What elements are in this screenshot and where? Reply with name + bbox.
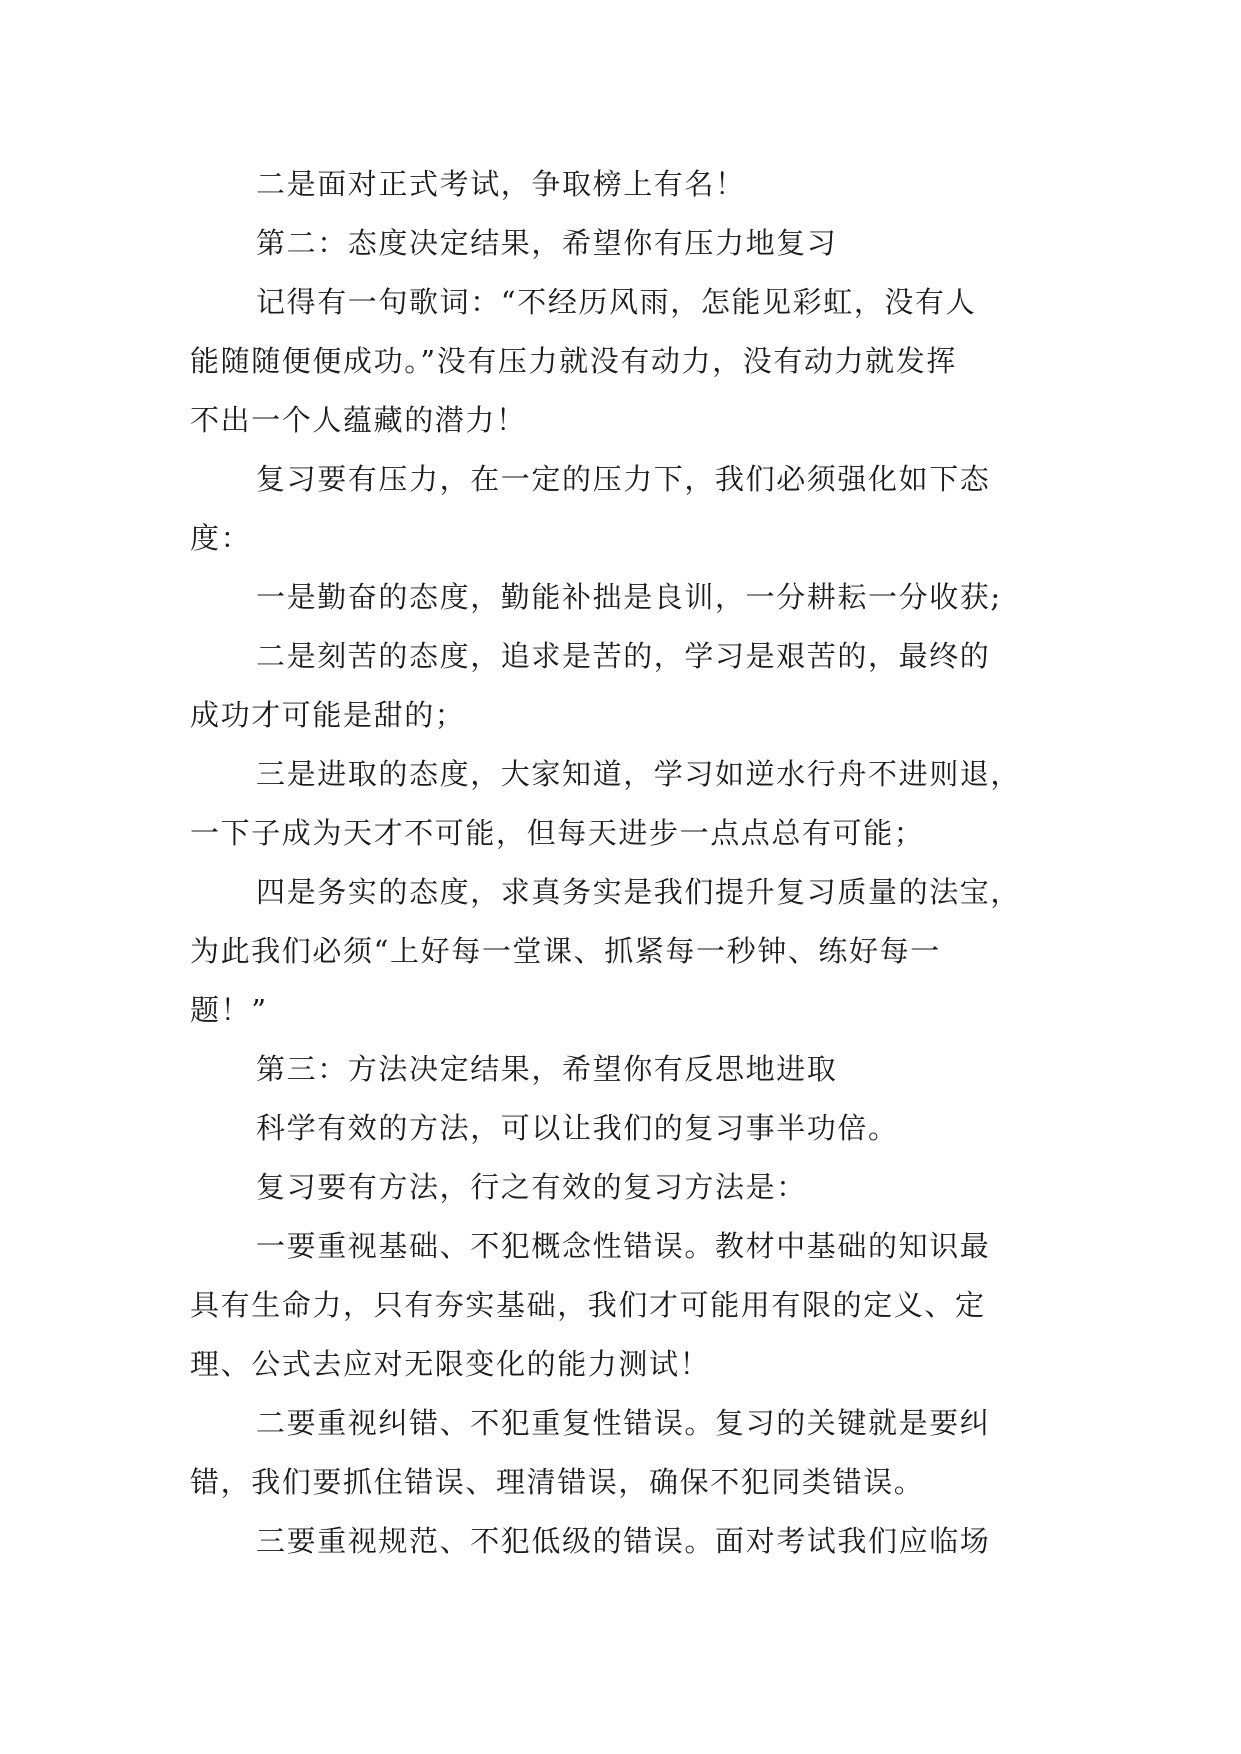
- paragraph-line: 复习要有压力，在一定的压力下，我们必须强化如下态: [256, 462, 991, 496]
- paragraph-line: 二要重视纠错、不犯重复性错误。复习的关键就是要纠: [256, 1406, 991, 1440]
- paragraph-line: 科学有效的方法，可以让我们的复习事半功倍。: [256, 1111, 899, 1145]
- paragraph-line: 错，我们要抓住错误、理清错误，确保不犯同类错误。: [190, 1465, 925, 1499]
- paragraph-line: 一下子成为天才不可能，但每天进步一点点总有可能；: [190, 816, 925, 850]
- paragraph-line: 复习要有方法，行之有效的复习方法是：: [256, 1170, 807, 1204]
- paragraph-line: 二是面对正式考试，争取榜上有名！: [256, 167, 746, 201]
- paragraph-line: 三要重视规范、不犯低级的错误。面对考试我们应临场: [256, 1524, 991, 1558]
- paragraph-line: 二是刻苦的态度，追求是苦的，学习是艰苦的，最终的: [256, 639, 991, 673]
- section-heading: 第二：态度决定结果，希望你有压力地复习: [256, 226, 838, 260]
- paragraph-line: 不出一个人蕴藏的潜力！: [190, 403, 527, 437]
- paragraph-line: 题！”: [190, 993, 268, 1027]
- body-text: [190, 155, 1050, 1571]
- paragraph-line: 能随随便便成功。”没有压力就没有动力，没有动力就发挥: [190, 344, 957, 378]
- section-heading: 第三：方法决定结果，希望你有反思地进取: [256, 1052, 838, 1086]
- paragraph-line: 记得有一句歌词：“不经历风雨，怎能见彩虹，没有人: [256, 285, 977, 319]
- paragraph-line: 具有生命力，只有夯实基础，我们才可能用有限的定义、定: [190, 1288, 986, 1322]
- paragraph-line: 一要重视基础、不犯概念性错误。教材中基础的知识最: [256, 1229, 991, 1263]
- paragraph-line: 为此我们必须“上好每一堂课、抓紧每一秒钟、练好每一: [190, 934, 941, 968]
- paragraph-line: 一是勤奋的态度，勤能补拙是良训，一分耕耘一分收获;: [256, 580, 1002, 614]
- paragraph-line: 理、公式去应对无限变化的能力测试！: [190, 1347, 711, 1381]
- paragraph-line: 度：: [190, 521, 252, 555]
- paragraph-line: 四是务实的态度，求真务实是我们提升复习质量的法宝，: [256, 875, 1022, 909]
- paragraph-line: 成功才可能是甜的；: [190, 698, 466, 732]
- paragraph-line: 三是进取的态度，大家知道，学习如逆水行舟不进则退，: [256, 757, 1022, 791]
